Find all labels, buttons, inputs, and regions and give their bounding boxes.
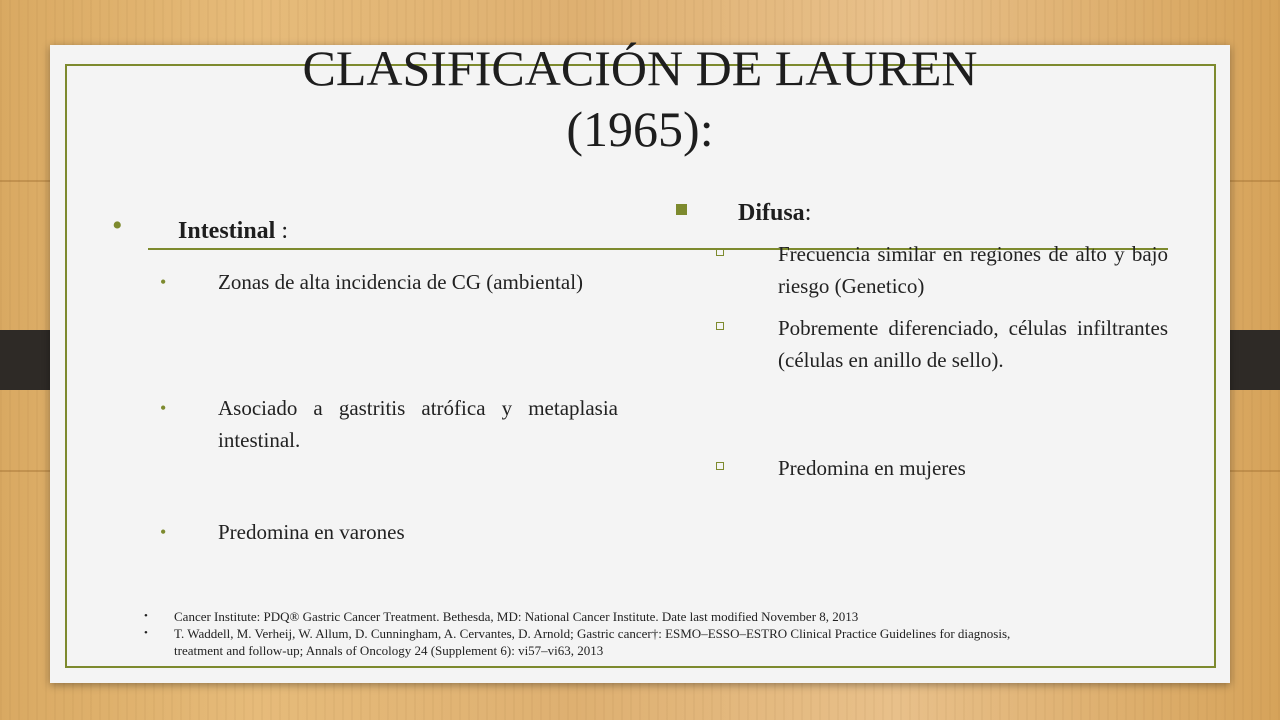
hollow-square-bullet-icon: [716, 322, 724, 330]
intestinal-item: • Asociado a gastritis atrófica y metaplasia intestinal.: [218, 392, 618, 456]
intestinal-item: • Predomina en varones: [218, 516, 618, 548]
round-dot-bullet-icon: •: [160, 272, 167, 292]
reference-item: • T. Waddell, M. Verheij, W. Allum, D. Cunningham, A. Cervantes, D. Arnold; Gastric cancer†: ESMO–ESSO–ESTRO Clinical Practice Guidelines for diagnosis, treatment and follow-up; Annals of Oncology 24 (Supplement 6): vi57–vi63, 2013: [144, 626, 1011, 658]
hollow-square-bullet-icon: [716, 462, 724, 470]
round-dot-bullet-icon: •: [144, 627, 148, 639]
title-line-1: CLASIFICACIÓN DE LAUREN: [302, 40, 978, 96]
intestinal-item: • Zonas de alta incidencia de CG (ambiental): [218, 266, 618, 298]
difusa-heading: Difusa:: [738, 200, 812, 226]
round-dot-bullet-icon: •: [112, 209, 123, 242]
difusa-item: Frecuencia similar en regiones de alto y bajo riesgo (Genetico): [778, 238, 1168, 302]
difusa-item: Pobremente diferenciado, células infiltrantes (células en anillo de sello).: [778, 312, 1168, 376]
round-dot-bullet-icon: •: [160, 398, 167, 418]
reference-item: • Cancer Institute: PDQ® Gastric Cancer Treatment. Bethesda, MD: National Cancer Institute. Date last modified November 8, 2013: [144, 609, 859, 624]
intestinal-section: [112, 209, 618, 544]
filled-square-bullet-icon: [676, 204, 687, 215]
intestinal-heading: Intestinal :: [178, 218, 289, 244]
round-dot-bullet-icon: •: [144, 610, 148, 622]
difusa-item: Predomina en mujeres: [778, 452, 1168, 484]
slide-title: [240, 38, 1040, 160]
round-dot-bullet-icon: •: [160, 522, 167, 542]
difusa-heading-row: [672, 196, 1172, 236]
hollow-square-bullet-icon: [716, 248, 724, 256]
title-line-2: (1965):: [566, 101, 714, 157]
references: [140, 608, 1020, 659]
difusa-section: [672, 196, 1172, 480]
intestinal-heading-row: [112, 209, 617, 252]
